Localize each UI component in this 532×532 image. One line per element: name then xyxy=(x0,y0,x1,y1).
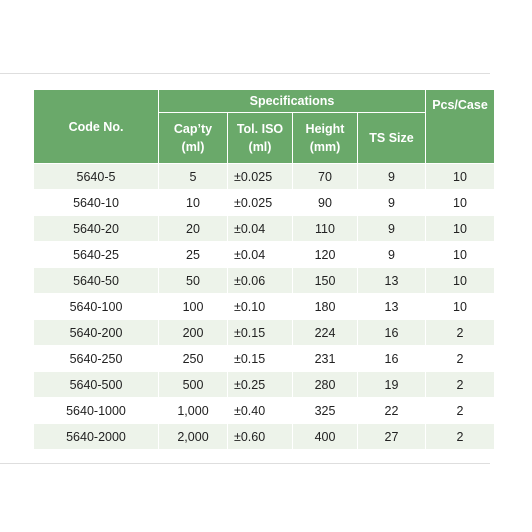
cell-height: 325 xyxy=(293,398,357,423)
cell-height: 400 xyxy=(293,424,357,449)
cell-pcs-case: 10 xyxy=(426,216,494,241)
header-capacity-unit: (ml) xyxy=(181,140,205,154)
cell-pcs-case: 10 xyxy=(426,164,494,189)
header-tolerance-unit: (ml) xyxy=(248,140,272,154)
table-row xyxy=(34,242,494,267)
header-capacity-label: Cap’ty xyxy=(173,122,213,136)
top-divider xyxy=(0,73,490,74)
cell-height: 90 xyxy=(293,190,357,215)
cell-code-no: 5640-250 xyxy=(34,346,158,371)
cell-ts-size: 9 xyxy=(358,216,425,241)
cell-ts-size: 27 xyxy=(358,424,425,449)
cell-code-no: 5640-25 xyxy=(34,242,158,267)
cell-pcs-case: 2 xyxy=(426,320,494,345)
cell-pcs-case: 10 xyxy=(426,268,494,293)
cell-capacity: 10 xyxy=(159,190,227,215)
cell-height: 120 xyxy=(293,242,357,267)
cell-pcs-case: 2 xyxy=(426,398,494,423)
cell-pcs-case: 2 xyxy=(426,372,494,397)
table-row xyxy=(34,346,494,371)
header-ts-size: TS Size xyxy=(358,113,425,163)
cell-tolerance: ±0.10 xyxy=(228,294,292,319)
header-code-no: Code No. xyxy=(34,90,158,163)
cell-height: 224 xyxy=(293,320,357,345)
cell-ts-size: 9 xyxy=(358,242,425,267)
table-row xyxy=(34,268,494,293)
cell-capacity: 2,000 xyxy=(159,424,227,449)
cell-tolerance: ±0.60 xyxy=(228,424,292,449)
cell-height: 110 xyxy=(293,216,357,241)
table-row xyxy=(34,398,494,423)
cell-capacity: 500 xyxy=(159,372,227,397)
cell-code-no: 5640-500 xyxy=(34,372,158,397)
header-specifications: Specifications xyxy=(159,90,425,112)
cell-height: 70 xyxy=(293,164,357,189)
table-row xyxy=(34,372,494,397)
cell-capacity: 5 xyxy=(159,164,227,189)
cell-capacity: 250 xyxy=(159,346,227,371)
header-pcs-case: Pcs/Case xyxy=(426,90,494,163)
cell-ts-size: 16 xyxy=(358,346,425,371)
cell-capacity: 100 xyxy=(159,294,227,319)
cell-code-no: 5640-2000 xyxy=(34,424,158,449)
specifications-table xyxy=(33,89,495,450)
cell-pcs-case: 10 xyxy=(426,190,494,215)
cell-ts-size: 19 xyxy=(358,372,425,397)
cell-tolerance: ±0.40 xyxy=(228,398,292,423)
cell-code-no: 5640-50 xyxy=(34,268,158,293)
cell-capacity: 50 xyxy=(159,268,227,293)
cell-pcs-case: 2 xyxy=(426,424,494,449)
table-body xyxy=(34,164,494,449)
cell-tolerance: ±0.15 xyxy=(228,346,292,371)
cell-code-no: 5640-20 xyxy=(34,216,158,241)
cell-capacity: 25 xyxy=(159,242,227,267)
cell-pcs-case: 10 xyxy=(426,242,494,267)
header-tolerance xyxy=(228,113,292,163)
cell-tolerance: ±0.025 xyxy=(228,164,292,189)
cell-ts-size: 13 xyxy=(358,294,425,319)
cell-ts-size: 9 xyxy=(358,190,425,215)
header-height xyxy=(293,113,357,163)
cell-ts-size: 13 xyxy=(358,268,425,293)
cell-tolerance: ±0.04 xyxy=(228,242,292,267)
cell-ts-size: 9 xyxy=(358,164,425,189)
cell-tolerance: ±0.025 xyxy=(228,190,292,215)
cell-capacity: 200 xyxy=(159,320,227,345)
cell-code-no: 5640-10 xyxy=(34,190,158,215)
cell-height: 280 xyxy=(293,372,357,397)
cell-height: 150 xyxy=(293,268,357,293)
header-tolerance-label: Tol. ISO xyxy=(236,122,284,136)
table-row xyxy=(34,216,494,241)
table-row xyxy=(34,320,494,345)
cell-code-no: 5640-5 xyxy=(34,164,158,189)
cell-ts-size: 16 xyxy=(358,320,425,345)
cell-tolerance: ±0.04 xyxy=(228,216,292,241)
header-capacity xyxy=(159,113,227,163)
cell-code-no: 5640-1000 xyxy=(34,398,158,423)
table-row xyxy=(34,190,494,215)
cell-height: 231 xyxy=(293,346,357,371)
table-row xyxy=(34,424,494,449)
cell-pcs-case: 10 xyxy=(426,294,494,319)
cell-height: 180 xyxy=(293,294,357,319)
cell-tolerance: ±0.06 xyxy=(228,268,292,293)
cell-code-no: 5640-200 xyxy=(34,320,158,345)
header-height-unit: (mm) xyxy=(309,140,341,154)
cell-ts-size: 22 xyxy=(358,398,425,423)
table-row xyxy=(34,164,494,189)
cell-capacity: 1,000 xyxy=(159,398,227,423)
table-row xyxy=(34,294,494,319)
cell-capacity: 20 xyxy=(159,216,227,241)
bottom-divider xyxy=(0,463,490,464)
cell-code-no: 5640-100 xyxy=(34,294,158,319)
header-height-label: Height xyxy=(305,122,345,136)
cell-tolerance: ±0.15 xyxy=(228,320,292,345)
cell-tolerance: ±0.25 xyxy=(228,372,292,397)
cell-pcs-case: 2 xyxy=(426,346,494,371)
